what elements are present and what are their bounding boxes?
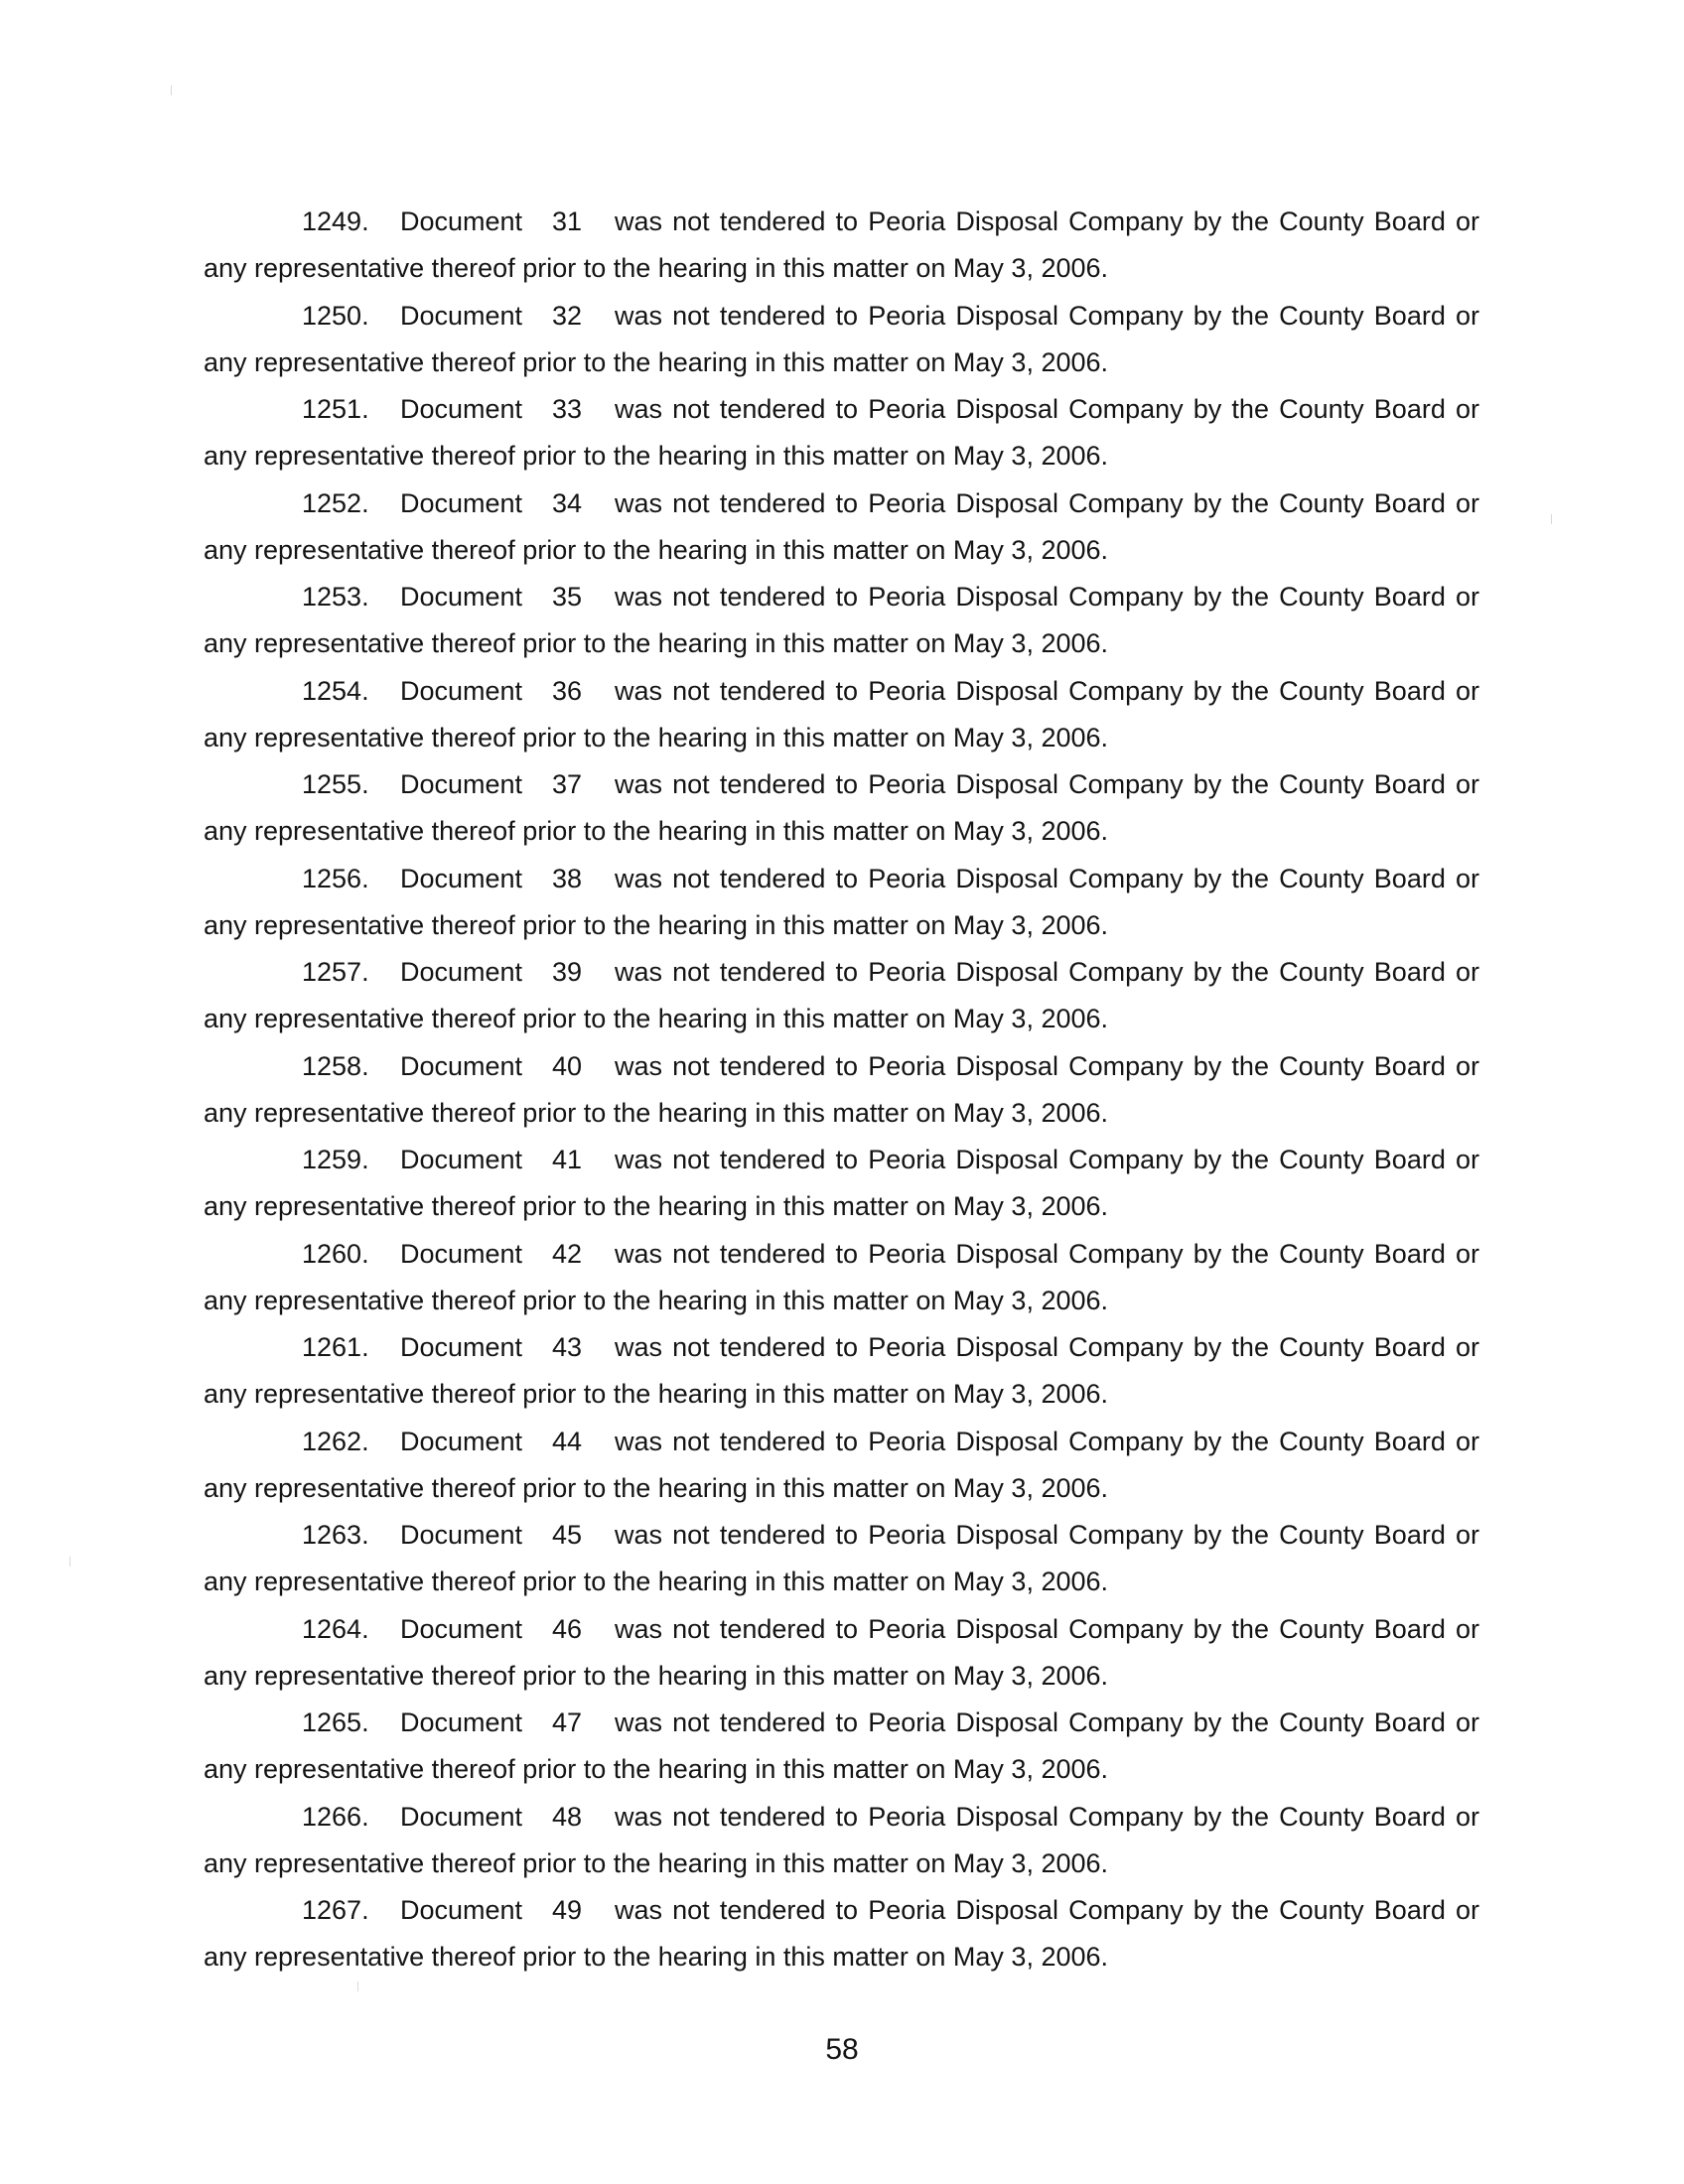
numbered-paragraph	[204, 1419, 1479, 1512]
paragraph-text-line2: any representative thereof prior to the hearing in this matter on May 3, 2006.	[204, 441, 1109, 471]
paragraph-text-line1: was not tendered to Peoria Disposal Company by the County Board or	[615, 582, 1479, 612]
paragraph-first-line	[204, 574, 1479, 620]
paragraph-number: 1250.	[302, 300, 369, 331]
numbered-paragraph	[204, 386, 1479, 479]
paragraph-text-line1: was not tendered to Peoria Disposal Company by the County Board or	[615, 957, 1479, 987]
paragraph-text-line1: was not tendered to Peoria Disposal Company by the County Board or	[615, 1801, 1479, 1832]
numbered-paragraph	[204, 761, 1479, 855]
paragraph-number: 1261.	[302, 1332, 369, 1362]
paragraph-number: 1262.	[302, 1426, 369, 1456]
paragraph-text-line2: any representative thereof prior to the hearing in this matter on May 3, 2006.	[204, 253, 1109, 283]
document-label: Document	[400, 394, 523, 424]
paragraph-number: 1254.	[302, 675, 369, 706]
scan-speck	[1551, 514, 1552, 524]
paragraph-first-line	[204, 668, 1479, 715]
document-label: Document	[400, 1801, 523, 1832]
paragraph-text-line2: any representative thereof prior to the hearing in this matter on May 3, 2006.	[204, 628, 1109, 658]
document-label: Document	[400, 863, 523, 893]
document-number: 38	[552, 863, 583, 893]
document-label: Document	[400, 1238, 523, 1269]
paragraph-first-line	[204, 1419, 1479, 1465]
paragraph-first-line	[204, 856, 1479, 902]
document-label: Document	[400, 1613, 523, 1644]
numbered-paragraph	[204, 1887, 1479, 1980]
document-label: Document	[400, 206, 523, 236]
paragraph-text-line2: any representative thereof prior to the hearing in this matter on May 3, 2006.	[204, 1379, 1109, 1409]
paragraph-first-line	[204, 480, 1479, 527]
paragraph-number: 1260.	[302, 1238, 369, 1269]
document-label: Document	[400, 1050, 523, 1081]
paragraph-first-line	[204, 1231, 1479, 1278]
paragraph-number: 1257.	[302, 957, 369, 987]
numbered-paragraph	[204, 856, 1479, 949]
paragraph-text-line2: any representative thereof prior to the hearing in this matter on May 3, 2006.	[204, 1285, 1109, 1315]
page-number: 58	[825, 2033, 859, 2066]
numbered-paragraph	[204, 1137, 1479, 1230]
numbered-paragraph	[204, 668, 1479, 761]
paragraph-text-line1: was not tendered to Peoria Disposal Company by the County Board or	[615, 1332, 1479, 1362]
paragraph-number: 1258.	[302, 1050, 369, 1081]
numbered-paragraph	[204, 574, 1479, 667]
paragraph-text-line2: any representative thereof prior to the hearing in this matter on May 3, 2006.	[204, 1191, 1109, 1221]
scan-speck	[171, 85, 172, 95]
numbered-paragraph	[204, 1231, 1479, 1324]
numbered-paragraph	[204, 199, 1479, 292]
paragraph-number: 1263.	[302, 1520, 369, 1550]
paragraph-text-line1: was not tendered to Peoria Disposal Company by the County Board or	[615, 1145, 1479, 1174]
paragraph-text-line1: was not tendered to Peoria Disposal Company by the County Board or	[615, 863, 1479, 893]
paragraph-text-line1: was not tendered to Peoria Disposal Company by the County Board or	[615, 394, 1479, 424]
document-label: Document	[400, 769, 523, 799]
paragraph-number: 1249.	[302, 206, 369, 236]
paragraph-text-line2: any representative thereof prior to the hearing in this matter on May 3, 2006.	[204, 346, 1109, 377]
paragraph-text-line1: was not tendered to Peoria Disposal Company by the County Board or	[615, 1895, 1479, 1925]
paragraph-first-line	[204, 1043, 1479, 1090]
paragraph-number: 1256.	[302, 863, 369, 893]
document-label: Document	[400, 582, 523, 612]
numbered-paragraph	[204, 1606, 1479, 1700]
document-number: 37	[552, 769, 583, 799]
document-number: 31	[552, 206, 583, 236]
paragraph-text-line1: was not tendered to Peoria Disposal Company by the County Board or	[615, 1238, 1479, 1269]
scan-speck	[357, 1981, 358, 1991]
paragraph-text-line2: any representative thereof prior to the hearing in this matter on May 3, 2006.	[204, 1004, 1109, 1033]
paragraph-number: 1252.	[302, 487, 369, 518]
paragraph-first-line	[204, 1887, 1479, 1934]
numbered-paragraph	[204, 1043, 1479, 1137]
paragraph-list	[204, 199, 1479, 1981]
paragraph-text-line2: any representative thereof prior to the hearing in this matter on May 3, 2006.	[204, 722, 1109, 752]
document-number: 40	[552, 1050, 583, 1081]
paragraph-number: 1264.	[302, 1613, 369, 1644]
paragraph-number: 1259.	[302, 1145, 369, 1174]
paragraph-number: 1255.	[302, 769, 369, 799]
document-number: 44	[552, 1426, 583, 1456]
paragraph-first-line	[204, 199, 1479, 245]
paragraph-text-line2: any representative thereof prior to the hearing in this matter on May 3, 2006.	[204, 816, 1109, 846]
paragraph-text-line2: any representative thereof prior to the hearing in this matter on May 3, 2006.	[204, 534, 1109, 565]
numbered-paragraph	[204, 1700, 1479, 1793]
paragraph-number: 1266.	[302, 1801, 369, 1832]
document-number: 47	[552, 1707, 583, 1737]
paragraph-text-line2: any representative thereof prior to the hearing in this matter on May 3, 2006.	[204, 1472, 1109, 1503]
document-number: 36	[552, 675, 583, 706]
paragraph-first-line	[204, 1512, 1479, 1559]
paragraph-number: 1253.	[302, 582, 369, 612]
document-number: 39	[552, 957, 583, 987]
document-label: Document	[400, 300, 523, 331]
document-number: 33	[552, 394, 583, 424]
paragraph-first-line	[204, 761, 1479, 808]
paragraph-text-line1: was not tendered to Peoria Disposal Company by the County Board or	[615, 206, 1479, 236]
document-label: Document	[400, 487, 523, 518]
document-label: Document	[400, 675, 523, 706]
paragraph-first-line	[204, 1324, 1479, 1371]
paragraph-number: 1251.	[302, 394, 369, 424]
document-label: Document	[400, 1520, 523, 1550]
paragraph-text-line1: was not tendered to Peoria Disposal Company by the County Board or	[615, 1520, 1479, 1550]
document-number: 32	[552, 300, 583, 331]
numbered-paragraph	[204, 949, 1479, 1042]
paragraph-text-line1: was not tendered to Peoria Disposal Company by the County Board or	[615, 1613, 1479, 1644]
numbered-paragraph	[204, 480, 1479, 574]
paragraph-text-line2: any representative thereof prior to the hearing in this matter on May 3, 2006.	[204, 1942, 1109, 1972]
paragraph-text-line1: was not tendered to Peoria Disposal Company by the County Board or	[615, 769, 1479, 799]
paragraph-first-line	[204, 1137, 1479, 1183]
paragraph-text-line1: was not tendered to Peoria Disposal Company by the County Board or	[615, 1707, 1479, 1737]
paragraph-first-line	[204, 386, 1479, 433]
paragraph-text-line2: any representative thereof prior to the hearing in this matter on May 3, 2006.	[204, 1567, 1109, 1596]
paragraph-text-line1: was not tendered to Peoria Disposal Company by the County Board or	[615, 300, 1479, 331]
numbered-paragraph	[204, 293, 1479, 386]
paragraph-first-line	[204, 949, 1479, 996]
numbered-paragraph	[204, 1512, 1479, 1605]
document-number: 34	[552, 487, 583, 518]
document-number: 41	[552, 1145, 583, 1174]
document-label: Document	[400, 957, 523, 987]
paragraph-text-line1: was not tendered to Peoria Disposal Company by the County Board or	[615, 675, 1479, 706]
numbered-paragraph	[204, 1794, 1479, 1887]
paragraph-text-line1: was not tendered to Peoria Disposal Company by the County Board or	[615, 1426, 1479, 1456]
numbered-paragraph	[204, 1324, 1479, 1418]
paragraph-text-line2: any representative thereof prior to the hearing in this matter on May 3, 2006.	[204, 1847, 1109, 1878]
paragraph-number: 1267.	[302, 1895, 369, 1925]
document-label: Document	[400, 1707, 523, 1737]
document-number: 43	[552, 1332, 583, 1362]
document-number: 42	[552, 1238, 583, 1269]
paragraph-first-line	[204, 1606, 1479, 1653]
document-number: 49	[552, 1895, 583, 1925]
document-label: Document	[400, 1145, 523, 1174]
paragraph-first-line	[204, 1794, 1479, 1841]
paragraph-text-line1: was not tendered to Peoria Disposal Company by the County Board or	[615, 487, 1479, 518]
paragraph-first-line	[204, 1700, 1479, 1746]
paragraph-text-line1: was not tendered to Peoria Disposal Company by the County Board or	[615, 1050, 1479, 1081]
document-number: 48	[552, 1801, 583, 1832]
document-label: Document	[400, 1332, 523, 1362]
document-number: 35	[552, 582, 583, 612]
document-number: 45	[552, 1520, 583, 1550]
document-number: 46	[552, 1613, 583, 1644]
paragraph-text-line2: any representative thereof prior to the hearing in this matter on May 3, 2006.	[204, 1754, 1109, 1784]
document-label: Document	[400, 1895, 523, 1925]
paragraph-text-line2: any representative thereof prior to the hearing in this matter on May 3, 2006.	[204, 1660, 1109, 1691]
paragraph-first-line	[204, 293, 1479, 340]
paragraph-text-line2: any representative thereof prior to the hearing in this matter on May 3, 2006.	[204, 909, 1109, 940]
paragraph-number: 1265.	[302, 1707, 369, 1737]
paragraph-text-line2: any representative thereof prior to the hearing in this matter on May 3, 2006.	[204, 1097, 1109, 1128]
document-label: Document	[400, 1426, 523, 1456]
